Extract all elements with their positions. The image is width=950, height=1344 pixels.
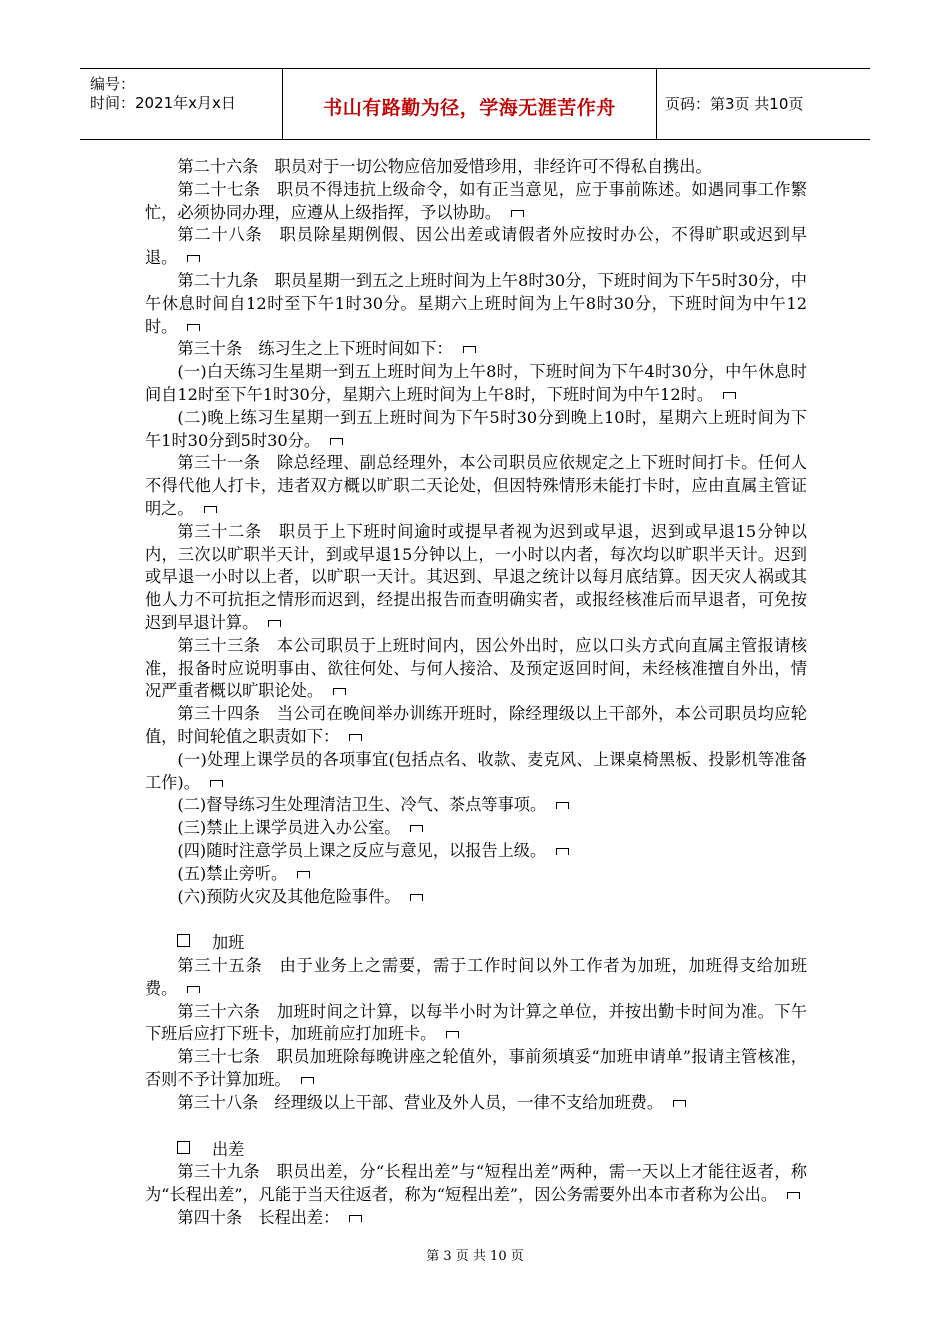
section-heading-overtime: 加班 [145,932,807,955]
article-34-item-3: (三)禁止上课学员进入办公室。 [145,817,807,840]
article-30: 第三十条 练习生之上下班时间如下： [145,338,807,361]
article-28: 第二十八条 职员除星期例假、因公出差或请假者外应按时办公，不得旷职或迟到早退。 [145,225,807,268]
paragraph-mark-icon [511,210,524,217]
paragraph-mark-icon [297,871,310,878]
section-heading-business-trip: 出差 [145,1139,807,1162]
article-30-item-1: (一)白天练习生星期一到五上班时间为上午8时，下班时间为下午4时30分，中午休息时间自12时至下午1时30分，星期六上班时间为上午8时，下班时间为中午12时。 [145,362,807,404]
article-26: 第二十六条 职员对于一切公物应倍加爱惜珍用，非经许可不得私自携出。 [177,157,712,176]
article-40: 第四十条 长程出差： [145,1207,807,1230]
paragraph-mark-icon [187,255,200,262]
article-37: 第三十七条 职员加班除每晚讲座之轮值外，事前须填妥“加班申请单”报请主管核准，否则不予计算加班。 [145,1047,807,1090]
document-body [145,156,807,1230]
paragraph-mark-icon [410,894,423,901]
article-31: 第三十一条 除总经理、副总经理外，本公司职员应依规定之上下班时间打卡。任何人不得代他人打卡，违者双方概以旷职二天论处，但因特殊情形未能打卡时，应由直属主管证明之。 [145,453,807,518]
paragraph-mark-icon [463,346,476,353]
article-34-item-5: (五)禁止旁听。 [145,863,807,886]
paragraph-mark-icon [787,1192,800,1199]
page-footer: 第 3 页 共 10 页 [426,1249,524,1264]
article-35: 第三十五条 由于业务上之需要，需于工作时间以外工作者为加班，加班得支给加班费。 [145,956,807,998]
document-time-label: 时间：2021年x月x日 [90,94,236,112]
paragraph-mark-icon [723,392,736,399]
article-33: 第三十三条 本公司职员于上班时间内，因公外出时，应以口头方式向直属主管报请核准，报备时应说明事由、欲往何处、与何人接洽、及预定返回时间，未经核准擅自外出，情况严重者概以旷职论处。 [145,635,807,701]
document-number-label: 编号： [90,75,136,93]
article-34: 第三十四条 当公司在晚间举办训练开班时，除经理级以上干部外，本公司职员均应轮值，时间轮值之职责如下： [145,704,807,746]
paragraph-mark-icon [556,802,569,809]
article-27: 第二十七条 职员不得违抗上级命令，如有正当意见，应于事前陈述。如遇同事工作繁忙，必须协同办理，应遵从上级指挥，予以协助。 [145,179,807,222]
article-38: 第三十八条 经理级以上干部、营业及外人员，一律不支给加班费。 [145,1092,807,1115]
article-34-item-2: (二)督导练习生处理清洁卫生、冷气、茶点等事项。 [145,794,807,817]
article-39: 第三十九条 职员出差，分“长程出差”与“短程出差”两种，需一天以上才能往返者，称为“长程出差”，凡能于当天往返者，称为“短程出差”，因公务需要外出本市者称为公出。 [145,1162,807,1205]
page-header [80,68,870,140]
paragraph-mark-icon [204,506,217,513]
paragraph-mark-icon [349,734,362,741]
header-motto: 书山有路勤为径，学海无涯苦作舟 [323,97,616,119]
article-30-item-2: (二)晚上练习生星期一到五上班时间为下午5时30分到晚上10时，星期六上班时间为下午1时30分到5时30分。 [145,407,807,450]
checkbox-square-icon [177,1141,190,1154]
article-34-item-1: (一)处理上课学员的各项事宜(包括点名、收款、麦克风、上课桌椅黑板、投影机等准备工作)。 [145,749,807,792]
paragraph-mark-icon [187,986,200,993]
checkbox-square-icon [177,934,190,947]
paragraph-mark-icon [187,324,200,331]
header-page-number: 页码：第3页 共10页 [665,95,804,113]
paragraph-mark-icon [301,1077,314,1084]
paragraph-mark-icon [333,688,346,695]
article-32: 第三十二条 职员于上下班时间逾时或提早者视为迟到或早退，迟到或早退15分钟以内，三次以旷职半天计，到或早退15分钟以上，一小时以内者，每次均以旷职半天计。迟到或早退一小时以上者，以旷职一天计。其迟到、早退之统计以每月底结算。因天灾人祸或其他人力不可抗拒之情形而迟到，经提出报告而查明确实者，或报经核准后而早退者，可免按迟到早退计算。 [145,521,807,632]
paragraph-mark-icon [556,848,569,855]
article-36: 第三十六条 加班时间之计算，以每半小时为计算之单位，并按出勤卡时间为准。下午下班后应打下班卡，加班前应打加班卡。 [145,1001,807,1044]
paragraph-mark-icon [330,438,343,445]
article-34-item-6: (六)预防火灾及其他危险事件。 [145,886,807,909]
article-29: 第二十九条 职员星期一到五之上班时间为上午8时30分，下班时间为下午5时30分，中午休息时间自12时至下午1时30分。星期六上班时间为上午8时30分，下班时间为中午12时。 [145,270,807,336]
paragraph-mark-icon [673,1100,686,1107]
paragraph-mark-icon [410,825,423,832]
header-page-cell [657,69,870,139]
paragraph-mark-icon [268,620,281,627]
paragraph-mark-icon [349,1215,362,1222]
header-motto-cell [283,69,657,139]
paragraph-mark-icon [446,1031,459,1038]
header-meta-cell [80,69,283,139]
paragraph-mark-icon [210,780,223,787]
article-34-item-4: (四)随时注意学员上课之反应与意见，以报告上级。 [145,840,807,863]
